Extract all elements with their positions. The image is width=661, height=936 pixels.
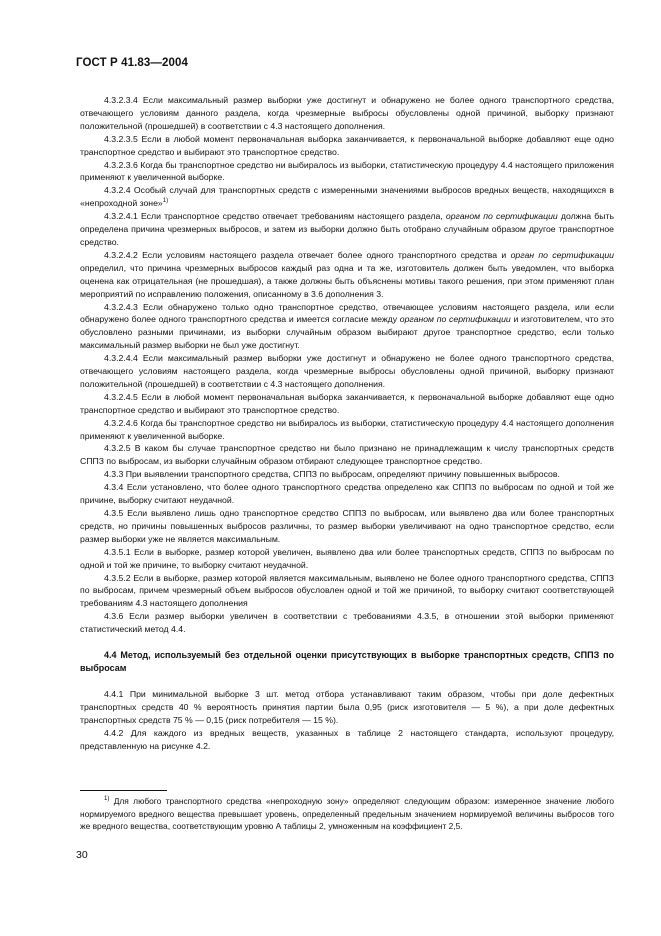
- para-4-3-6: 4.3.6 Если размер выборки увеличен в соответствии с требованиями 4.3.5, в отношении этой выборки применяют статистический метод 4.4.: [80, 611, 614, 635]
- para-4-3-2-4-1: [80, 210, 614, 249]
- para-4-3-2-4-1-em: органом по сертификации: [445, 211, 558, 222]
- document-header: ГОСТ Р 41.83—2004: [76, 57, 188, 69]
- para-4-3-2-4-1-c: должна быть определена причина чрезмерных выбросов, и затем из выборки должно быть отобрано случайным образом другое транспортное средство.: [80, 211, 614, 247]
- footnote-marker: 1): [104, 796, 110, 803]
- footnote-divider: [80, 790, 167, 791]
- para-4-3-5-2: 4.3.5.2 Если в выборке, размер которой является максимальным, выявлено не более одного транспортного средства, СППЗ по выбросам, причем чрезмерный объем выбросов обусловлен одной и той же причиной, то выборку считают соответствующей требованиям 4.3 настоящего дополнения: [80, 572, 614, 609]
- para-4-3-5-1: 4.3.5.1 Если в выборке, размер которой увеличен, выявлено два или более транспортных средств, СППЗ по выбросам по одной и той же причине, то выборку считают неудачной.: [80, 546, 614, 570]
- para-4-3-2-4-5: 4.3.2.4.5 Если в любой момент первоначальная выборка заканчивается, к первоначальной выборке добавляют еще одно транспортное средство и выбирают это транспортное средство.: [80, 391, 614, 415]
- para-4-3-2-3-5: 4.3.2.3.5 Если в любой момент первоначальная выборка заканчивается, к первоначальной выборке добавляют еще одно транспортное средство и выбирают это транспортное средство.: [80, 133, 614, 157]
- para-4-3-2-4-1-a: 4.3.2.4.1 Если транспортное средство отвечает требованиям настоящего раздела,: [104, 211, 446, 222]
- section-title-4-4: 4.4 Метод, используемый без отдельной оценки присутствующих в выборке транспортных средств, СППЗ по выбросам: [80, 650, 614, 674]
- para-4-3-2-3-6: 4.3.2.3.6 Когда бы транспортное средство ни выбиралось из выборки, статистическую процедуру 4.4 настоящего приложения применяют к увеличенной выборке.: [80, 159, 614, 183]
- para-4-3-2-4-3: [80, 301, 614, 353]
- footnote-ref[interactable]: 1): [162, 198, 169, 205]
- para-4-3-2-4-3-a: 4.3.2.4.3 Если обнаружено только одно транспортное средство, отвечающее условиям настоящего раздела, или если обнаружено более одного транспортного средства и имеется согласие между: [80, 301, 614, 325]
- para-4-3-2-5: 4.3.2.5 В каком бы случае транспортное средство ни было признано не принадлежащим к числу транспортных средств СППЗ по выбросам, из выборки случайным образом отбирают следующее транспортное средство.: [80, 443, 614, 467]
- para-4-3-2-4-text: 4.3.2.4 Особый случай для транспортных средств с измеренными значениями выбросов вредных веществ, находящихся в «непроходной зоне»: [80, 185, 614, 209]
- page-number: 30: [76, 849, 88, 861]
- para-4-3-2-4-4: 4.3.2.4.4 Если максимальный размер выборки уже достигнут и обнаружено не более одного транспортного средства, отвечающего условиям настоящего раздела, когда чрезмерные выбросы обусловлены одной причиной, выборку признают положительной (прошедшей) в соответствии с 4.3 настоящего дополнения.: [80, 353, 614, 389]
- para-4-3-5: 4.3.5 Если выявлено лишь одно транспортное средство СППЗ по выбросам, или выявлено два или более транспортных средств, но причины повышенных выбросов различны, то размер выборки увеличивают на одно транспортное средство, если размер выборки уже не является максимальным.: [80, 508, 614, 544]
- para-4-3-2-4-2-a: 4.3.2.4.2 Если условиям настоящего раздела отвечает более одного транспортного средства и: [104, 249, 511, 260]
- para-4-4-2: 4.4.2 Для каждого из вредных веществ, указанных в таблице 2 настоящего стандарта, используют процедуру, представленную на рисунке 4.2.: [80, 727, 614, 751]
- para-4-3-2-4: [80, 184, 614, 210]
- para-4-4-1: 4.4.1 При минимальной выборке 3 шт. метод отбора устанавливают таким образом, чтобы при доле дефектных транспортных средств 40 % вероятность принятия партии была 0,95 (риск изготовителя — 5 %), а при доле дефектных транспортных средств 75 % — 0,15 (риск потребителя — 15 %).: [80, 689, 614, 725]
- para-4-3-2-3-4: 4.3.2.3.4 Если максимальный размер выборки уже достигнут и обнаружено не более одного транспортного средства, отвечающего условиям данного раздела, когда чрезмерные выбросы обусловлены одной причиной, выборку признают положительной (прошедшей) в соответствии с 4.3 настоящего дополнения.: [80, 95, 614, 131]
- para-4-3-4: 4.3.4 Если установлено, что более одного транспортного средства определено как СППЗ по выбросам по одной и той же причине, выборку считают неудачной.: [80, 482, 614, 506]
- footnote: [80, 795, 614, 833]
- footnote-text: Для любого транспортного средства «непроходную зону» определяют следующим образом: измеренное значение любого нормируемого вредного вещества превышает уровень, определенный предельным значением нормируемой величины выбросов того же вредного вещества, соответствующим уровню А таблицы 2, умноженным на коэффициент 2,5.: [80, 796, 614, 832]
- para-4-3-2-4-2-em: орган по сертификации: [510, 249, 614, 260]
- para-4-3-3: 4.3.3 При выявлении транспортного средства, СППЗ по выбросам, определяют причину повышенных выбросов.: [104, 469, 560, 480]
- para-4-3-2-4-2: [80, 249, 614, 301]
- para-4-3-2-4-2-c: определил, что причина чрезмерных выбросов каждый раз одна и та же, изготовитель должен быть уведомлен, что выборка оценена как отрицательная (не прошедшая), а также должны быть объяснены мотивы такого решения, при этом применяют план мероприятий по исправлению положения, описанному в 3.6 дополнения 3.: [80, 262, 614, 299]
- document-body: [80, 94, 614, 753]
- para-4-3-2-4-3-em: органом по сертификации: [399, 314, 511, 325]
- para-4-3-2-4-6: 4.3.2.4.6 Когда бы транспортное средство ни выбиралось из выборки, статистическую процедуру 4.4 настоящего дополнения применяют к увеличенной выборке.: [80, 417, 614, 441]
- para-4-3-2-4-3-c: и изготовителем, что это обусловлено разными причинами, из выборки случайным образом выбирают другое транспортное средство, если только максимальный размер выборки не был уже достигнут.: [80, 314, 614, 351]
